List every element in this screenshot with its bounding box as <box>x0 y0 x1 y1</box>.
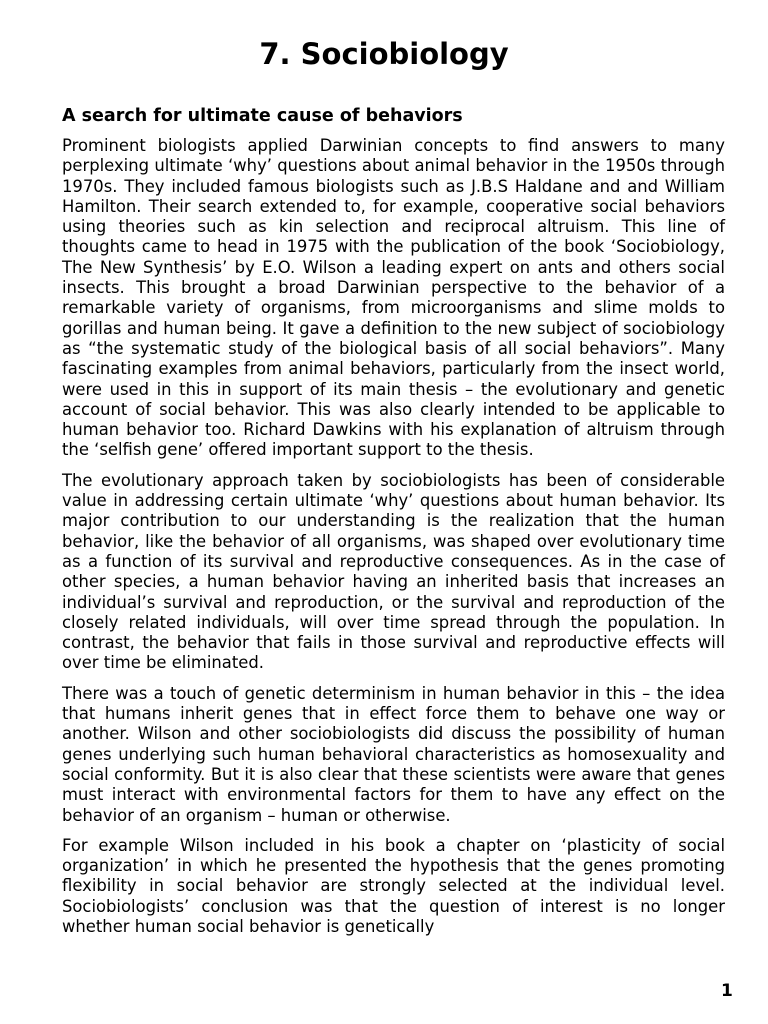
section-heading: A search for ultimate cause of behaviors <box>62 106 463 126</box>
page-number: 1 <box>721 981 733 1001</box>
paragraph-3: There was a touch of genetic determinism in human behavior in this – the idea that humans inherit genes that in effect force them to behave one way or another. Wilson and other sociobiologists did discuss the possibility of human genes underlying such human behavioral characteristics as homosexuality and social conformity. But it is also clear that these scientists were aware that genes must interact with environmental factors for them to have any effect on the behavior of an organism – human or otherwise. <box>62 683 725 825</box>
paragraph-2: The evolutionary approach taken by sociobiologists has been of considerable value in addressing certain ultimate ‘why’ questions about human behavior. Its major contribution to our understanding is the realization that the human behavior, like the behavior of all organisms, was shaped over evolutionary time as a function of its survival and reproductive consequences. As in the case of other species, a human behavior having an inherited basis that increases an individual’s survival and reproduction, or the survival and reproduction of the closely related individuals, will over time spread through the population. In contrast, the behavior that fails in those survival and reproductive effects will over time be eliminated. <box>62 470 725 673</box>
paragraph-1: Prominent biologists applied Darwinian concepts to find answers to many perplexing ultimate ‘why’ questions about animal behavior in the 1950s through 1970s. They included famous biologists such as J.B.S Haldane and and William Hamilton. Their search extended to, for example, cooperative social behaviors using theories such as kin selection and reciprocal altruism. This line of thoughts came to head in 1975 with the publication of the book ‘Sociobiology, The New Synthesis’ by E.O. Wilson a leading expert on ants and others social insects. This brought a broad Darwinian perspective to the behavior of a remarkable variety of organisms, from microorganisms and slime molds to gorillas and human being. It gave a definition to the new subject of sociobiology as “the systematic study of the biological basis of all social behaviors”. Many fascinating examples from animal behaviors, particularly from the insect world, were used in this in support of its main thesis – the evolutionary and genetic account of social behavior. This was also clearly intended to be applicable to human behavior too. Richard Dawkins with his explanation of altruism through the ‘selfish gene’ offered important support to the thesis. <box>62 136 725 460</box>
body-text <box>62 136 725 947</box>
paragraph-4: For example Wilson included in his book a chapter on ‘plasticity of social organization’ in which he presented the hypothesis that the genes promoting flexibility in social behavior are strongly selected at the individual level. Sociobiologists’ conclusion was that the question of interest is no longer whether human social behavior is genetically <box>62 835 725 936</box>
page-title: 7. Sociobiology <box>259 37 509 71</box>
